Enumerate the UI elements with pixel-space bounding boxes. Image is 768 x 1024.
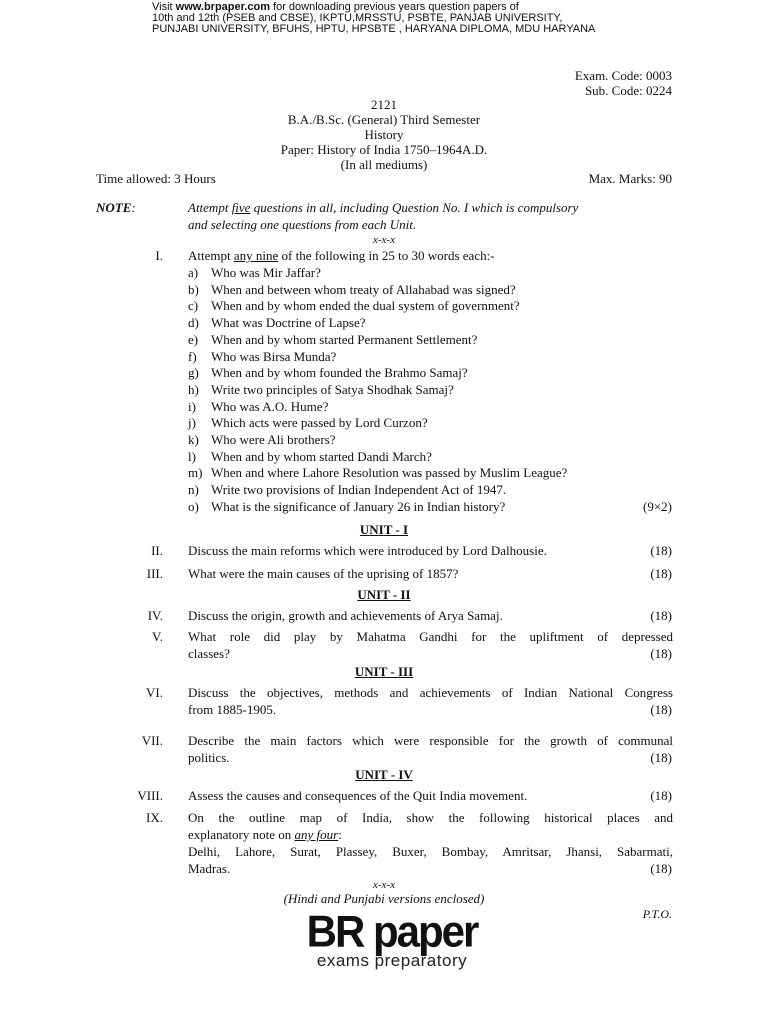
header-line-3: PUNJABI UNIVERSITY, BFUHS, HPTU, HPSBTE , HARYANA DIPLOMA, MDU HARYANA (152, 23, 596, 35)
q9-line-2: explanatory note on any four: (188, 827, 342, 842)
q1-item-text: What was Doctrine of Lapse? (211, 315, 366, 330)
q1-item-text: Who was Mir Jaffar? (211, 265, 321, 280)
q9-line-4: Madras. (188, 861, 231, 876)
q5-number: V. (152, 629, 163, 644)
q6-marks: (18) (650, 702, 672, 717)
q1-item-label: i) (188, 399, 196, 414)
q7-line-1: Describe the main factors which were responsible for the growth of communal (188, 733, 673, 748)
unit-1-heading: UNIT - I (359, 522, 409, 537)
q9-number: IX. (146, 810, 163, 825)
q1-item-label: d) (188, 315, 199, 330)
footer-separator: x-x-x (373, 879, 395, 891)
mediums: (In all mediums) (340, 157, 428, 172)
q1-item-text: Write two principles of Satya Shodhak Samaj? (211, 382, 454, 397)
header-line-2: 10th and 12th (PSEB and CBSE), IKPTU,MRSSTU, PSBTE, PANJAB UNIVERSITY, (152, 12, 563, 24)
q7-marks: (18) (650, 750, 672, 765)
q5-marks: (18) (650, 646, 672, 661)
q1-item-text: Who was A.O. Hume? (211, 399, 329, 414)
time-allowed: Time allowed: 3 Hours (96, 171, 216, 186)
logo-main-text: BR paper (306, 906, 478, 957)
q1-item-label: g) (188, 365, 199, 380)
q5-line-2: classes? (188, 646, 230, 661)
q1-item-label: n) (188, 482, 199, 497)
q4-number: IV. (147, 608, 163, 623)
q7-number: VII. (141, 733, 163, 748)
unit-3-heading: UNIT - III (354, 664, 414, 679)
q1-item-label: o) (188, 499, 199, 514)
q1-item-text: When and where Lahore Resolution was passed by Muslim League? (211, 465, 568, 480)
site-header (152, 2, 595, 35)
q1-item-text: Which acts were passed by Lord Curzon? (211, 415, 428, 430)
pto: P.T.O. (642, 907, 672, 921)
header-line-1: Visit www.brpaper.com for downloading previous years question papers of (152, 1, 519, 13)
q5-line-1: What role did play by Mahatma Gandhi for the upliftment of depressed (188, 629, 673, 644)
br-paper-logo (302, 906, 482, 970)
note-separator: x-x-x (373, 234, 395, 246)
q1-intro: Attempt any nine of the following in 25 to 30 words each:- (188, 248, 495, 263)
q1-item-text: When and by whom started Dandi March? (211, 449, 432, 464)
q1-item-text: Who was Birsa Munda? (211, 349, 337, 364)
q1-marks: (9×2) (643, 499, 672, 514)
subject-title: History (364, 127, 404, 142)
paper-number: 2121 (371, 97, 397, 112)
q1-item-text: When and by whom founded the Brahmo Samaj? (211, 365, 468, 380)
q1-item-text: When and by whom ended the dual system of government? (211, 298, 520, 313)
q1-item-label: f) (188, 349, 197, 364)
q3-text: What were the main causes of the uprising of 1857? (188, 566, 459, 581)
q1-number: I. (155, 248, 163, 263)
q9-line-3: Delhi, Lahore, Surat, Plassey, Buxer, Bombay, Amritsar, Jhansi, Sabarmati, (188, 844, 673, 859)
q1-item-text: Write two provisions of Indian Independent Act of 1947. (211, 482, 507, 497)
q1-item-label: j) (188, 415, 196, 430)
q3-number: III. (146, 566, 163, 581)
exam-code: Exam. Code: 0003 (574, 68, 672, 83)
q8-text: Assess the causes and consequences of the Quit India movement. (188, 788, 528, 803)
logo-tagline: exams preparatory (316, 951, 468, 970)
q4-text: Discuss the origin, growth and achievements of Arya Samaj. (188, 608, 503, 623)
q4-marks: (18) (650, 608, 672, 623)
paper-title: Paper: History of India 1750–1964A.D. (280, 142, 488, 157)
q1-item-label: c) (188, 298, 199, 313)
q8-number: VIII. (137, 788, 163, 803)
q2-text: Discuss the main reforms which were introduced by Lord Dalhousie. (188, 543, 547, 558)
note-label: NOTE: (96, 200, 136, 215)
max-marks: Max. Marks: 90 (588, 171, 672, 186)
q2-marks: (18) (650, 543, 672, 558)
q9-line-1: On the outline map of India, show the following historical places and (188, 810, 673, 825)
q1-item-label: a) (188, 265, 199, 280)
site-link[interactable]: www.brpaper.com (175, 1, 270, 13)
unit-4-heading: UNIT - IV (355, 767, 413, 782)
q9-marks: (18) (650, 861, 672, 876)
sub-code: Sub. Code: 0224 (584, 83, 672, 98)
q1-item-label: k) (188, 432, 199, 447)
q1-item-label: h) (188, 382, 199, 397)
q2-number: II. (151, 543, 163, 558)
q8-marks: (18) (650, 788, 672, 803)
versions-note: (Hindi and Punjabi versions enclosed) (283, 891, 485, 906)
note-text: Attempt five questions in all, including Question No. I which is compulsory and selecting one questions from each Unit. (188, 200, 579, 232)
q1-item-label: e) (188, 332, 199, 347)
q1-item-text: What is the significance of January 26 in Indian history? (211, 499, 506, 514)
q1-item-label: b) (188, 282, 199, 297)
q1-item-label: m) (188, 465, 203, 480)
q1-item-text: When and by whom started Permanent Settlement? (211, 332, 478, 347)
q6-line-2: from 1885-1905. (188, 702, 277, 717)
course-title: B.A./B.Sc. (General) Third Semester (287, 112, 481, 127)
q1-item-label: l) (188, 449, 196, 464)
unit-2-heading: UNIT - II (357, 587, 411, 602)
q6-line-1: Discuss the objectives, methods and achievements of Indian National Congress (188, 685, 673, 700)
q6-number: VI. (146, 685, 163, 700)
q1-item-text: Who were Ali brothers? (211, 432, 336, 447)
q1-item-text: When and between whom treaty of Allahabad was signed? (211, 282, 516, 297)
q7-line-2: politics. (188, 750, 230, 765)
q3-marks: (18) (650, 566, 672, 581)
